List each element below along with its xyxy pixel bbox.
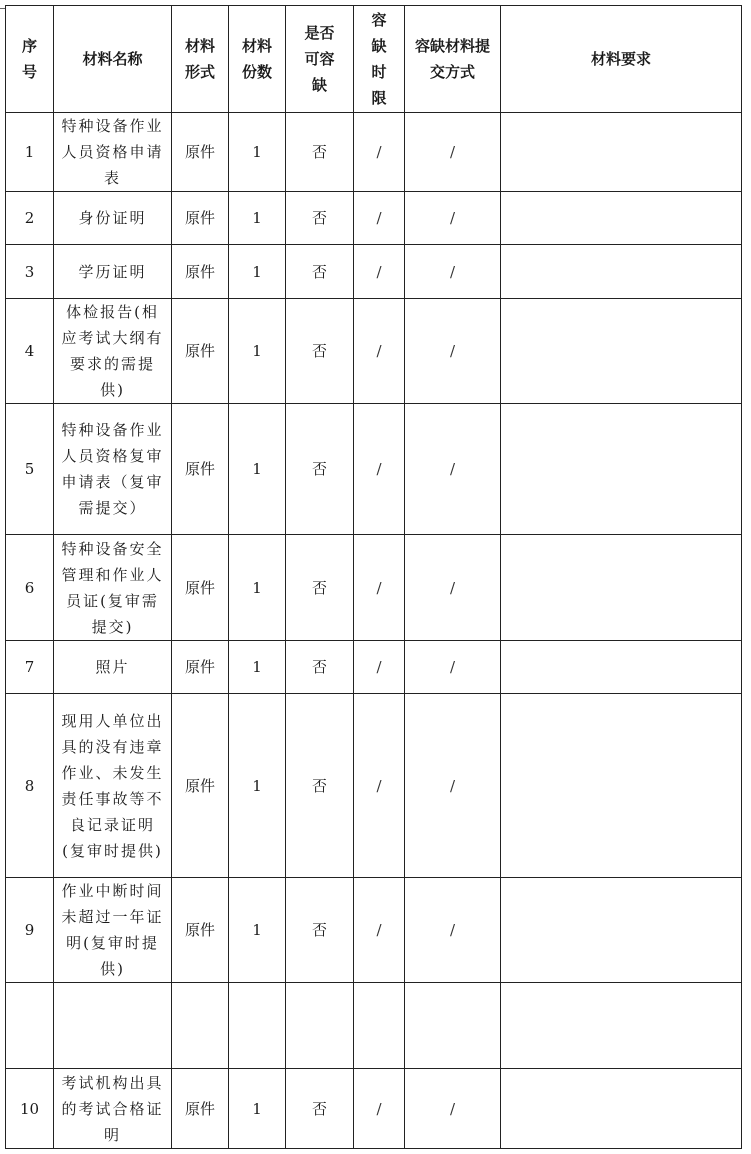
row-submit-method: / [405, 1069, 501, 1149]
row-form: 原件 [172, 245, 229, 299]
row-form: 原件 [172, 404, 229, 535]
row-count: 1 [229, 1069, 286, 1149]
table-row [6, 535, 742, 641]
row-waivable: 否 [286, 694, 354, 878]
row-waiver-limit: / [354, 641, 405, 694]
table-row [6, 641, 742, 694]
row-submit-method: / [405, 641, 501, 694]
table-row [6, 1069, 742, 1149]
row-submit-method: / [405, 878, 501, 983]
row-no [6, 983, 54, 1069]
row-form [172, 983, 229, 1069]
row-waivable: 否 [286, 535, 354, 641]
row-material-name: 作业中断时间未超过一年证明(复审时提供) [54, 878, 172, 983]
row-count: 1 [229, 113, 286, 192]
row-no: 2 [6, 192, 54, 245]
table-row [6, 113, 742, 192]
row-material-name: 身份证明 [54, 192, 172, 245]
row-count [229, 983, 286, 1069]
row-waivable: 否 [286, 878, 354, 983]
row-requirement [501, 983, 742, 1069]
materials-table [5, 5, 742, 1149]
row-material-name [54, 983, 172, 1069]
row-waiver-limit: / [354, 245, 405, 299]
row-submit-method: / [405, 299, 501, 404]
row-material-name: 现用人单位出具的没有违章作业、未发生责任事故等不良记录证明(复审时提供) [54, 694, 172, 878]
row-requirement [501, 245, 742, 299]
row-no: 9 [6, 878, 54, 983]
row-submit-method: / [405, 113, 501, 192]
row-form: 原件 [172, 694, 229, 878]
header-cell-no: 序号 [6, 6, 54, 113]
row-count: 1 [229, 694, 286, 878]
row-count: 1 [229, 535, 286, 641]
row-requirement [501, 694, 742, 878]
row-form: 原件 [172, 1069, 229, 1149]
row-waiver-limit: / [354, 299, 405, 404]
row-waiver-limit [354, 983, 405, 1069]
row-no: 6 [6, 535, 54, 641]
row-submit-method: / [405, 245, 501, 299]
row-count: 1 [229, 299, 286, 404]
row-requirement [501, 535, 742, 641]
row-waiver-limit: / [354, 535, 405, 641]
row-requirement [501, 878, 742, 983]
row-waiver-limit: / [354, 192, 405, 245]
row-material-name: 照片 [54, 641, 172, 694]
row-waivable: 否 [286, 641, 354, 694]
table-row [6, 192, 742, 245]
row-count: 1 [229, 245, 286, 299]
row-requirement [501, 404, 742, 535]
header-cell-waivable: 是否可容缺 [286, 6, 354, 113]
table-row [6, 694, 742, 878]
table-row [6, 404, 742, 535]
row-form: 原件 [172, 113, 229, 192]
row-waiver-limit: / [354, 404, 405, 535]
row-waivable: 否 [286, 1069, 354, 1149]
row-submit-method: / [405, 404, 501, 535]
header-cell-form: 材料形式 [172, 6, 229, 113]
row-no: 1 [6, 113, 54, 192]
row-material-name: 特种设备作业人员资格复审申请表（复审需提交） [54, 404, 172, 535]
row-material-name: 考试机构出具的考试合格证明 [54, 1069, 172, 1149]
row-waivable: 否 [286, 245, 354, 299]
row-form: 原件 [172, 299, 229, 404]
row-submit-method: / [405, 694, 501, 878]
row-waivable: 否 [286, 192, 354, 245]
header-cell-requirement: 材料要求 [501, 6, 742, 113]
header-row [6, 6, 742, 113]
header-cell-count: 材料份数 [229, 6, 286, 113]
row-no: 4 [6, 299, 54, 404]
row-no: 5 [6, 404, 54, 535]
row-material-name: 体检报告(相应考试大纲有要求的需提供) [54, 299, 172, 404]
row-submit-method [405, 983, 501, 1069]
row-form: 原件 [172, 641, 229, 694]
row-waiver-limit: / [354, 113, 405, 192]
row-requirement [501, 641, 742, 694]
row-no: 8 [6, 694, 54, 878]
row-waiver-limit: / [354, 1069, 405, 1149]
table-row [6, 878, 742, 983]
header-cell-submit: 容缺材料提交方式 [405, 6, 501, 113]
row-requirement [501, 1069, 742, 1149]
table-row-empty [6, 983, 742, 1069]
row-waivable: 否 [286, 113, 354, 192]
row-waiver-limit: / [354, 878, 405, 983]
row-no: 7 [6, 641, 54, 694]
row-material-name: 特种设备安全管理和作业人员证(复审需提交) [54, 535, 172, 641]
row-submit-method: / [405, 535, 501, 641]
row-waivable: 否 [286, 404, 354, 535]
row-count: 1 [229, 192, 286, 245]
row-no: 3 [6, 245, 54, 299]
row-requirement [501, 113, 742, 192]
table-row [6, 245, 742, 299]
row-form: 原件 [172, 535, 229, 641]
row-waivable [286, 983, 354, 1069]
row-count: 1 [229, 641, 286, 694]
row-requirement [501, 299, 742, 404]
row-no: 10 [6, 1069, 54, 1149]
table-row [6, 299, 742, 404]
row-submit-method: / [405, 192, 501, 245]
row-count: 1 [229, 878, 286, 983]
row-waiver-limit: / [354, 694, 405, 878]
row-waivable: 否 [286, 299, 354, 404]
row-material-name: 特种设备作业人员资格申请表 [54, 113, 172, 192]
row-form: 原件 [172, 878, 229, 983]
header-cell-limit: 容缺时限 [354, 6, 405, 113]
row-requirement [501, 192, 742, 245]
header-cell-name: 材料名称 [54, 6, 172, 113]
row-form: 原件 [172, 192, 229, 245]
row-count: 1 [229, 404, 286, 535]
row-material-name: 学历证明 [54, 245, 172, 299]
